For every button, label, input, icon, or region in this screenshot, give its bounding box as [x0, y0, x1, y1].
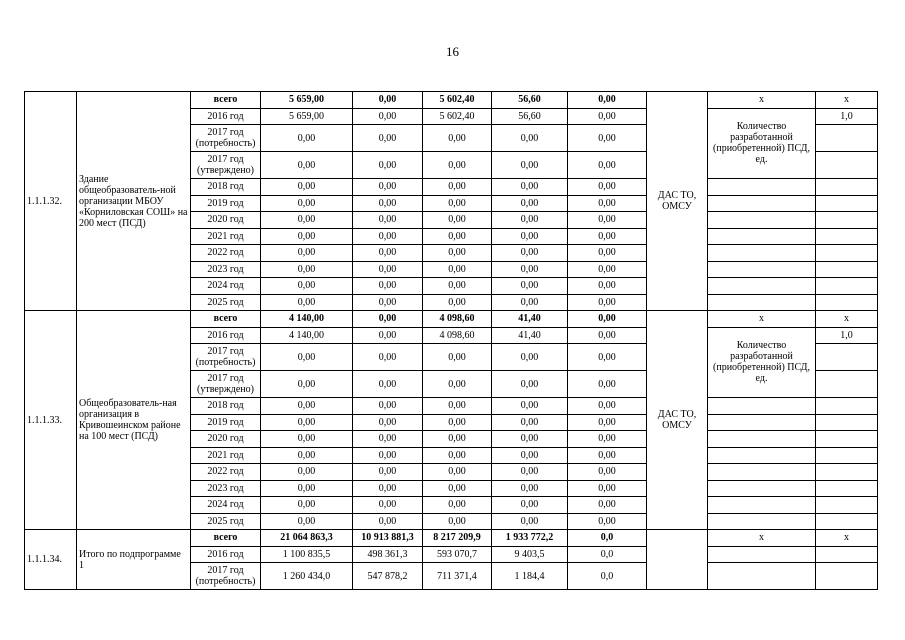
- amount-federal: 0,00: [353, 278, 423, 295]
- amount-regional: 5 602,40: [423, 92, 492, 109]
- indicator-empty-col1: [708, 447, 816, 464]
- indicator-empty-col2: [816, 179, 878, 196]
- amount-other: 0,00: [568, 414, 647, 431]
- indicator-empty-col1: [708, 497, 816, 514]
- amount-municipal: 41,40: [492, 311, 568, 328]
- amount-other: 0,00: [568, 447, 647, 464]
- amount-total: 4 140,00: [261, 311, 353, 328]
- indicator-empty-col1: [708, 261, 816, 278]
- indicator-empty-col1: [708, 464, 816, 481]
- table-row: [25, 92, 878, 109]
- indicator-empty-col2: [816, 195, 878, 212]
- amount-other: 0,0: [568, 546, 647, 563]
- amount-total: 0,00: [261, 152, 353, 179]
- amount-regional: 0,00: [423, 245, 492, 262]
- amount-total: 1 260 434,0: [261, 563, 353, 590]
- amount-other: 0,00: [568, 228, 647, 245]
- indicator-value-col1: x: [708, 92, 816, 109]
- amount-federal: 0,00: [353, 152, 423, 179]
- amount-regional: 0,00: [423, 447, 492, 464]
- amount-total: 5 659,00: [261, 92, 353, 109]
- amount-municipal: 1 933 772,2: [492, 530, 568, 547]
- item-code: 1.1.1.33.: [25, 311, 77, 530]
- indicator-empty-col1: [708, 212, 816, 229]
- indicator-empty-col1: [708, 414, 816, 431]
- amount-total: 0,00: [261, 371, 353, 398]
- indicator-empty-col1: [708, 228, 816, 245]
- period-label: всего: [191, 530, 261, 547]
- amount-federal: 0,00: [353, 513, 423, 530]
- amount-federal: 0,00: [353, 108, 423, 125]
- page-number: 16: [446, 44, 459, 59]
- amount-federal: 10 913 881,3: [353, 530, 423, 547]
- amount-total: 0,00: [261, 513, 353, 530]
- amount-other: 0,00: [568, 371, 647, 398]
- indicator-value-col2: x: [816, 311, 878, 328]
- indicator-empty-col2: [816, 414, 878, 431]
- amount-municipal: 0,00: [492, 513, 568, 530]
- period-label: 2025 год: [191, 513, 261, 530]
- amount-federal: 0,00: [353, 125, 423, 152]
- amount-regional: 4 098,60: [423, 327, 492, 344]
- period-label: 2021 год: [191, 447, 261, 464]
- amount-federal: 0,00: [353, 228, 423, 245]
- period-label: 2021 год: [191, 228, 261, 245]
- amount-federal: 0,00: [353, 294, 423, 311]
- amount-municipal: 0,00: [492, 464, 568, 481]
- amount-federal: 0,00: [353, 212, 423, 229]
- amount-regional: 0,00: [423, 464, 492, 481]
- amount-regional: 0,00: [423, 480, 492, 497]
- period-label: 2020 год: [191, 431, 261, 448]
- amount-federal: 0,00: [353, 480, 423, 497]
- amount-regional: 593 070,7: [423, 546, 492, 563]
- indicator-empty-col2: [816, 371, 878, 398]
- item-code: 1.1.1.34.: [25, 530, 77, 590]
- amount-regional: 711 371,4: [423, 563, 492, 590]
- amount-regional: 0,00: [423, 344, 492, 371]
- amount-total: 0,00: [261, 431, 353, 448]
- indicator-empty-col2: [816, 431, 878, 448]
- amount-regional: 0,00: [423, 513, 492, 530]
- indicator-empty-col2: [816, 398, 878, 415]
- amount-total: 0,00: [261, 398, 353, 415]
- period-label: 2016 год: [191, 327, 261, 344]
- amount-municipal: 0,00: [492, 125, 568, 152]
- amount-municipal: 0,00: [492, 228, 568, 245]
- amount-other: 0,00: [568, 212, 647, 229]
- item-name: Общеобразователь-ная организация в Кривошеинском районе на 100 мест (ПСД): [77, 311, 191, 530]
- item-name: Здание общеобразователь-ной организации МБОУ «Корниловская СОШ» на 200 мест (ПСД): [77, 92, 191, 311]
- amount-other: 0,00: [568, 179, 647, 196]
- amount-other: 0,0: [568, 530, 647, 547]
- period-label: 2024 год: [191, 497, 261, 514]
- indicator-empty-col2: [816, 261, 878, 278]
- item-code: 1.1.1.32.: [25, 92, 77, 311]
- indicator-empty-col1: [708, 294, 816, 311]
- amount-federal: 0,00: [353, 414, 423, 431]
- indicator-value: 1,0: [816, 108, 878, 125]
- indicator-name: Количество разработанной (приобретенной) ПСД, ед.: [708, 327, 816, 398]
- amount-other: 0,00: [568, 278, 647, 295]
- amount-other: 0,00: [568, 398, 647, 415]
- amount-other: 0,00: [568, 327, 647, 344]
- amount-total: 0,00: [261, 464, 353, 481]
- amount-other: 0,00: [568, 497, 647, 514]
- indicator-empty-col1: [708, 278, 816, 295]
- amount-total: 0,00: [261, 228, 353, 245]
- indicator-empty-col1: [708, 513, 816, 530]
- amount-other: 0,00: [568, 431, 647, 448]
- amount-other: 0,00: [568, 464, 647, 481]
- amount-total: 0,00: [261, 278, 353, 295]
- indicator-name: Количество разработанной (приобретенной) ПСД, ед.: [708, 108, 816, 179]
- amount-federal: 0,00: [353, 327, 423, 344]
- amount-total: 0,00: [261, 480, 353, 497]
- period-label: 2022 год: [191, 464, 261, 481]
- indicator-empty-col1: [708, 398, 816, 415]
- amount-regional: 0,00: [423, 371, 492, 398]
- amount-federal: 498 361,3: [353, 546, 423, 563]
- budget-table: [24, 91, 878, 590]
- period-label: 2017 год (утверждено): [191, 152, 261, 179]
- responsible-party: [647, 530, 708, 590]
- amount-federal: 0,00: [353, 431, 423, 448]
- period-label: 2018 год: [191, 398, 261, 415]
- period-label: 2023 год: [191, 261, 261, 278]
- amount-regional: 0,00: [423, 431, 492, 448]
- indicator-value-col1: x: [708, 311, 816, 328]
- amount-other: 0,00: [568, 92, 647, 109]
- indicator-empty-col2: [816, 278, 878, 295]
- amount-total: 0,00: [261, 212, 353, 229]
- amount-total: 21 064 863,3: [261, 530, 353, 547]
- amount-regional: 4 098,60: [423, 311, 492, 328]
- amount-regional: 0,00: [423, 294, 492, 311]
- amount-total: 0,00: [261, 344, 353, 371]
- indicator-empty-col2: [816, 125, 878, 152]
- indicator-empty-col2: [816, 344, 878, 371]
- amount-municipal: 0,00: [492, 294, 568, 311]
- amount-total: 1 100 835,5: [261, 546, 353, 563]
- period-label: 2017 год (утверждено): [191, 371, 261, 398]
- amount-other: 0,0: [568, 563, 647, 590]
- amount-municipal: 41,40: [492, 327, 568, 344]
- period-label: всего: [191, 92, 261, 109]
- indicator-value-col2: x: [816, 92, 878, 109]
- item-name: Итого по подпрограмме 1: [77, 530, 191, 590]
- indicator-empty-col2: [816, 464, 878, 481]
- amount-municipal: 1 184,4: [492, 563, 568, 590]
- indicator-empty-col2: [816, 212, 878, 229]
- amount-regional: 0,00: [423, 414, 492, 431]
- amount-other: 0,00: [568, 245, 647, 262]
- indicator-value-col1: [708, 563, 816, 590]
- amount-municipal: 0,00: [492, 414, 568, 431]
- amount-municipal: 0,00: [492, 371, 568, 398]
- amount-federal: 547 878,2: [353, 563, 423, 590]
- amount-other: 0,00: [568, 480, 647, 497]
- amount-municipal: 0,00: [492, 497, 568, 514]
- indicator-value-col1: [708, 546, 816, 563]
- period-label: 2024 год: [191, 278, 261, 295]
- amount-federal: 0,00: [353, 311, 423, 328]
- amount-regional: 0,00: [423, 278, 492, 295]
- amount-federal: 0,00: [353, 195, 423, 212]
- amount-federal: 0,00: [353, 245, 423, 262]
- period-label: 2022 год: [191, 245, 261, 262]
- amount-municipal: 0,00: [492, 179, 568, 196]
- period-label: 2025 год: [191, 294, 261, 311]
- amount-federal: 0,00: [353, 261, 423, 278]
- indicator-empty-col1: [708, 245, 816, 262]
- amount-total: 0,00: [261, 179, 353, 196]
- amount-municipal: 0,00: [492, 212, 568, 229]
- period-label: 2019 год: [191, 414, 261, 431]
- indicator-value-col1: x: [708, 530, 816, 547]
- indicator-value-col2: x: [816, 530, 878, 547]
- amount-municipal: 9 403,5: [492, 546, 568, 563]
- indicator-value: 1,0: [816, 327, 878, 344]
- amount-municipal: 0,00: [492, 245, 568, 262]
- amount-municipal: 0,00: [492, 431, 568, 448]
- period-label: 2020 год: [191, 212, 261, 229]
- amount-municipal: 0,00: [492, 344, 568, 371]
- amount-federal: 0,00: [353, 92, 423, 109]
- amount-other: 0,00: [568, 195, 647, 212]
- indicator-empty-col2: [816, 152, 878, 179]
- amount-regional: 0,00: [423, 398, 492, 415]
- amount-regional: 0,00: [423, 195, 492, 212]
- indicator-value-col2: [816, 563, 878, 590]
- indicator-empty-col2: [816, 497, 878, 514]
- period-label: 2018 год: [191, 179, 261, 196]
- amount-municipal: 0,00: [492, 261, 568, 278]
- period-label: 2016 год: [191, 546, 261, 563]
- amount-total: 0,00: [261, 294, 353, 311]
- amount-total: 5 659,00: [261, 108, 353, 125]
- amount-municipal: 0,00: [492, 480, 568, 497]
- period-label: 2017 год (потребность): [191, 125, 261, 152]
- amount-municipal: 0,00: [492, 195, 568, 212]
- indicator-empty-col1: [708, 480, 816, 497]
- period-label: 2016 год: [191, 108, 261, 125]
- period-label: всего: [191, 311, 261, 328]
- amount-federal: 0,00: [353, 371, 423, 398]
- amount-regional: 5 602,40: [423, 108, 492, 125]
- period-label: 2019 год: [191, 195, 261, 212]
- amount-other: 0,00: [568, 108, 647, 125]
- indicator-empty-col2: [816, 228, 878, 245]
- amount-total: 0,00: [261, 125, 353, 152]
- amount-total: 4 140,00: [261, 327, 353, 344]
- amount-regional: 0,00: [423, 212, 492, 229]
- amount-other: 0,00: [568, 294, 647, 311]
- amount-regional: 0,00: [423, 179, 492, 196]
- amount-municipal: 0,00: [492, 447, 568, 464]
- amount-regional: 8 217 209,9: [423, 530, 492, 547]
- amount-federal: 0,00: [353, 447, 423, 464]
- indicator-empty-col2: [816, 480, 878, 497]
- amount-other: 0,00: [568, 344, 647, 371]
- amount-total: 0,00: [261, 497, 353, 514]
- amount-federal: 0,00: [353, 344, 423, 371]
- amount-other: 0,00: [568, 152, 647, 179]
- amount-total: 0,00: [261, 261, 353, 278]
- indicator-empty-col2: [816, 294, 878, 311]
- amount-total: 0,00: [261, 447, 353, 464]
- indicator-empty-col1: [708, 179, 816, 196]
- amount-federal: 0,00: [353, 179, 423, 196]
- period-label: 2023 год: [191, 480, 261, 497]
- amount-other: 0,00: [568, 261, 647, 278]
- period-label: 2017 год (потребность): [191, 563, 261, 590]
- amount-federal: 0,00: [353, 464, 423, 481]
- responsible-party: ДАС ТО, ОМСУ: [647, 92, 708, 311]
- amount-municipal: 56,60: [492, 92, 568, 109]
- amount-federal: 0,00: [353, 398, 423, 415]
- amount-regional: 0,00: [423, 261, 492, 278]
- amount-regional: 0,00: [423, 497, 492, 514]
- indicator-value-col2: [816, 546, 878, 563]
- table-row: [25, 311, 878, 328]
- amount-other: 0,00: [568, 513, 647, 530]
- amount-other: 0,00: [568, 125, 647, 152]
- period-label: 2017 год (потребность): [191, 344, 261, 371]
- indicator-empty-col2: [816, 447, 878, 464]
- amount-other: 0,00: [568, 311, 647, 328]
- amount-regional: 0,00: [423, 152, 492, 179]
- table-row: [25, 530, 878, 547]
- amount-municipal: 0,00: [492, 278, 568, 295]
- indicator-empty-col2: [816, 245, 878, 262]
- indicator-empty-col1: [708, 431, 816, 448]
- amount-regional: 0,00: [423, 228, 492, 245]
- amount-municipal: 0,00: [492, 152, 568, 179]
- amount-total: 0,00: [261, 195, 353, 212]
- amount-total: 0,00: [261, 414, 353, 431]
- indicator-empty-col1: [708, 195, 816, 212]
- indicator-empty-col2: [816, 513, 878, 530]
- amount-federal: 0,00: [353, 497, 423, 514]
- amount-municipal: 0,00: [492, 398, 568, 415]
- amount-regional: 0,00: [423, 125, 492, 152]
- amount-municipal: 56,60: [492, 108, 568, 125]
- amount-total: 0,00: [261, 245, 353, 262]
- responsible-party: ДАС ТО, ОМСУ: [647, 311, 708, 530]
